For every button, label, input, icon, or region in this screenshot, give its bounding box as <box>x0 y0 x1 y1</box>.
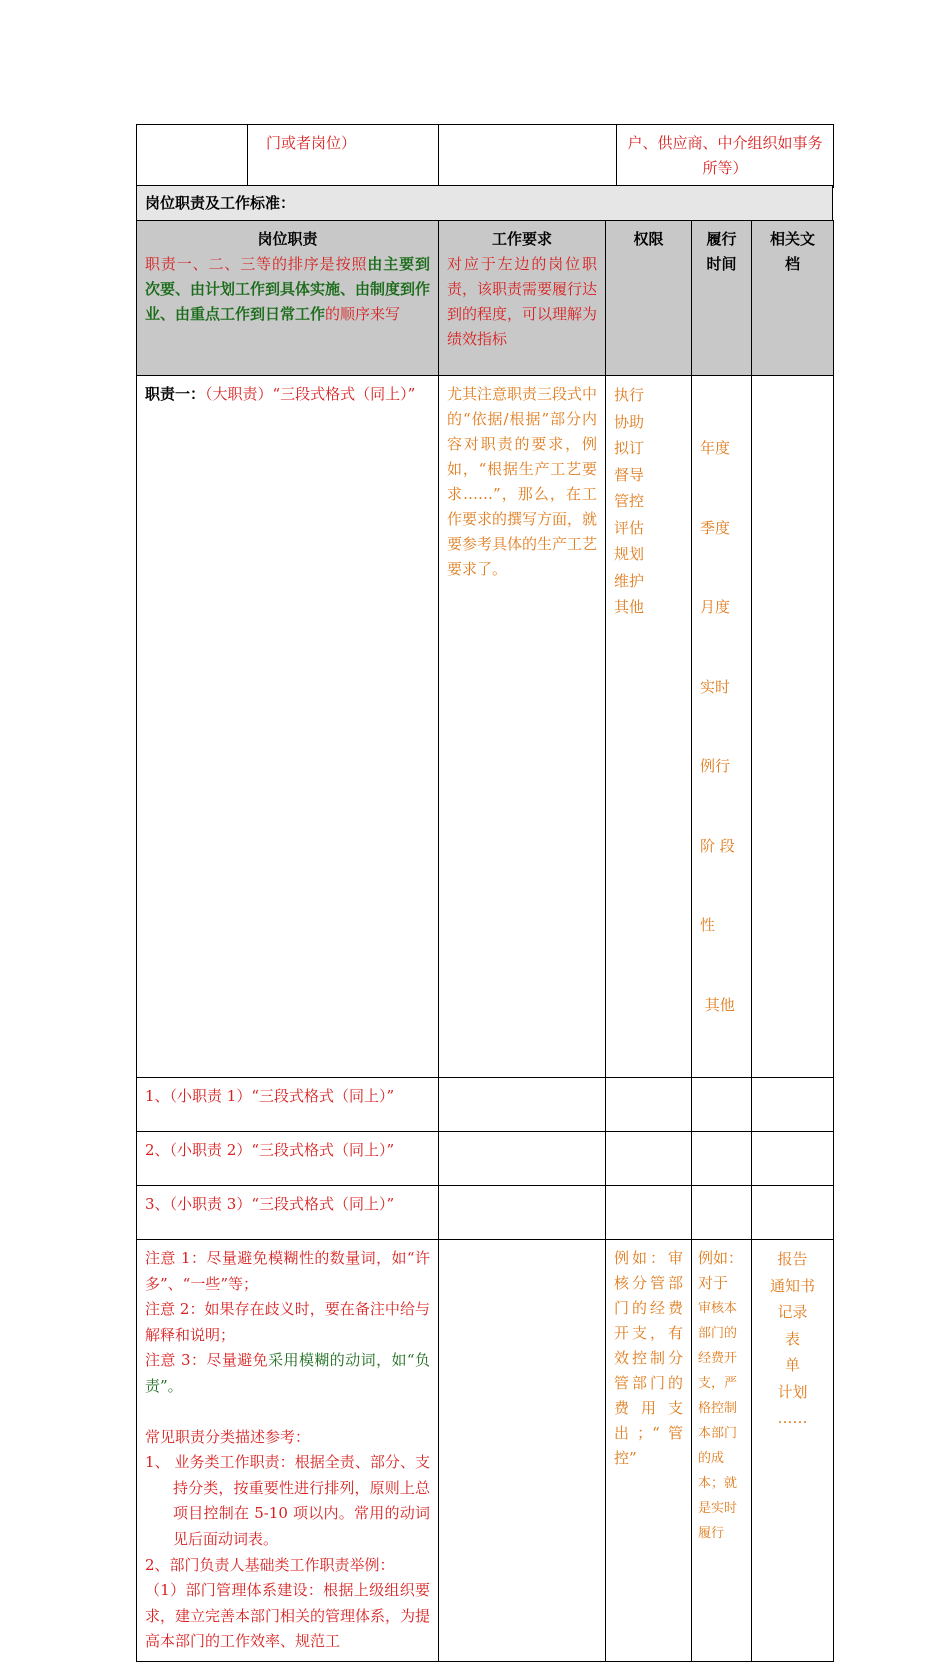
duty1-text: （大职责）“三段式格式（同上）” <box>205 385 416 403</box>
header-authority: 权限 <box>606 221 692 376</box>
authority-item: 管控 <box>614 492 645 510</box>
docs-example <box>752 1240 834 1662</box>
doc-item: 记录 <box>777 1303 808 1321</box>
header-time: 履行时间 <box>692 221 752 376</box>
sub-duty-2-req <box>439 1132 606 1186</box>
authority-item: 拟订 <box>614 439 645 457</box>
header-requirement-title: 工作要求 <box>491 230 552 248</box>
sub-duty-1-docs <box>752 1078 834 1132</box>
doc-item: 表 <box>784 1329 800 1348</box>
header-duty-note <box>145 252 430 327</box>
time-item: 其他 <box>700 995 735 1014</box>
time-item: 月度 <box>700 598 731 616</box>
sub-duty-3-req <box>439 1186 606 1240</box>
header-duty-note-c: 的顺序来写 <box>325 305 401 323</box>
section-title-table <box>136 185 833 223</box>
header-duty-title: 岗位职责 <box>257 230 318 248</box>
duty-table <box>136 220 834 1662</box>
notes-requirement <box>439 1240 606 1662</box>
doc-item: 通知书 <box>769 1276 815 1295</box>
duty1-authorities <box>606 376 692 1078</box>
authority-item: 执行 <box>614 386 645 404</box>
ref-3: （1）部门管理体系建设：根据上级组织要求，建立完善本部门相关的管理体系，为提高本部门的工作效率、规范工 <box>145 1581 431 1651</box>
duty1-requirement: 尤其注意职责三段式中的“依据/根据”部分内容对职责的要求，例如，“根据生产工艺要求……”，那么，在工作要求的撰写方面，就要参考具体的生产工艺要求了。 <box>439 376 606 1078</box>
note-3-b: 采用模糊的动词，如“负责”。 <box>145 1351 430 1395</box>
sub-duty-1-time <box>692 1078 752 1132</box>
header-requirement-note: 对应于左边的岗位职责，该职责需要履行达到的程度，可以理解为绩效指标 <box>447 255 598 348</box>
sub-duty-3-auth <box>606 1186 692 1240</box>
ref-title: 常见职责分类描述参考： <box>145 1427 311 1446</box>
top-cell-3 <box>439 125 617 188</box>
time-item: 季度 <box>700 518 731 537</box>
doc-item: 计划 <box>777 1382 808 1401</box>
top-cell-4: 户、供应商、中介组织如事务所等） <box>617 125 834 188</box>
sub-duty-1-req <box>439 1078 606 1132</box>
sub-duty-2-docs <box>752 1132 834 1186</box>
header-docs: 相关文档 <box>752 221 834 376</box>
doc-item: …… <box>777 1409 808 1427</box>
time-item: 年度 <box>700 439 731 457</box>
doc-item: 报告 <box>777 1250 808 1268</box>
top-table <box>136 124 834 188</box>
authority-example: 例如：审核分管部门的经费开支，有效控制分管部门的费用支出；“管控” <box>606 1240 692 1662</box>
top-cell-1 <box>137 125 248 188</box>
duty1-label: 职责一： <box>145 385 206 403</box>
time-example-a: 例如：对于 <box>698 1249 744 1292</box>
doc-item: 单 <box>784 1356 800 1374</box>
ref-1: 1、 业务类工作职责：根据全责、部分、支持分类，按重要性进行排列，原则上总项目控制在 5-10 项以内。常用的动词见后面动词表。 <box>145 1453 430 1548</box>
sub-duty-1: 1、（小职责 1）“三段式格式（同上）” <box>137 1078 439 1132</box>
note-3 <box>145 1348 430 1399</box>
top-cell-2: 门或者岗位） <box>248 125 439 188</box>
sub-duty-3: 3、（小职责 3）“三段式格式（同上）” <box>137 1186 439 1240</box>
authority-item: 协助 <box>614 412 645 431</box>
time-example-b: 审核本部门的经费开支，严格控制本部门的成本；就是实时履行 <box>698 1301 738 1541</box>
header-duty-note-b: 由主要到次要、由计划工作到具体实施、由制度到作业、由重点工作到日常工作 <box>145 255 431 323</box>
time-example <box>692 1240 752 1662</box>
header-duty-note-a: 职责一、二、三等的排序是按照 <box>145 255 368 273</box>
authority-item: 评估 <box>614 518 645 537</box>
sub-duty-2-time <box>692 1132 752 1186</box>
authority-item: 维护 <box>614 571 645 590</box>
sub-duty-1-auth <box>606 1078 692 1132</box>
sub-duty-2-auth <box>606 1132 692 1186</box>
authority-item: 督导 <box>614 465 645 484</box>
note-1: 注意 1：尽量避免模糊性的数量词，如“许多”、“一些”等； <box>145 1249 430 1293</box>
time-item: 例行 <box>700 757 731 775</box>
section-title: 岗位职责及工作标准： <box>137 186 833 223</box>
sub-duty-3-docs <box>752 1186 834 1240</box>
authority-item: 规划 <box>614 545 645 563</box>
sub-duty-2: 2、（小职责 2）“三段式格式（同上）” <box>137 1132 439 1186</box>
duty1-cell <box>137 376 439 1078</box>
duty1-times <box>692 376 752 1078</box>
notes-cell <box>137 1240 439 1662</box>
spacer <box>145 1400 430 1425</box>
time-item: 阶 段 <box>700 836 735 855</box>
note-3-a: 注意 3：尽量避免 <box>145 1351 269 1370</box>
sub-duty-3-time <box>692 1186 752 1240</box>
authority-item: 其他 <box>614 598 645 616</box>
header-duty <box>137 221 439 376</box>
duty1-docs <box>752 376 834 1078</box>
header-requirement <box>439 221 606 376</box>
ref-2: 2、部门负责人基础类工作职责举例： <box>145 1555 395 1574</box>
time-item: 性 <box>700 916 716 934</box>
note-2: 注意 2：如果存在歧义时，要在备注中给与解释和说明； <box>145 1300 430 1344</box>
time-item: 实时 <box>700 677 731 696</box>
